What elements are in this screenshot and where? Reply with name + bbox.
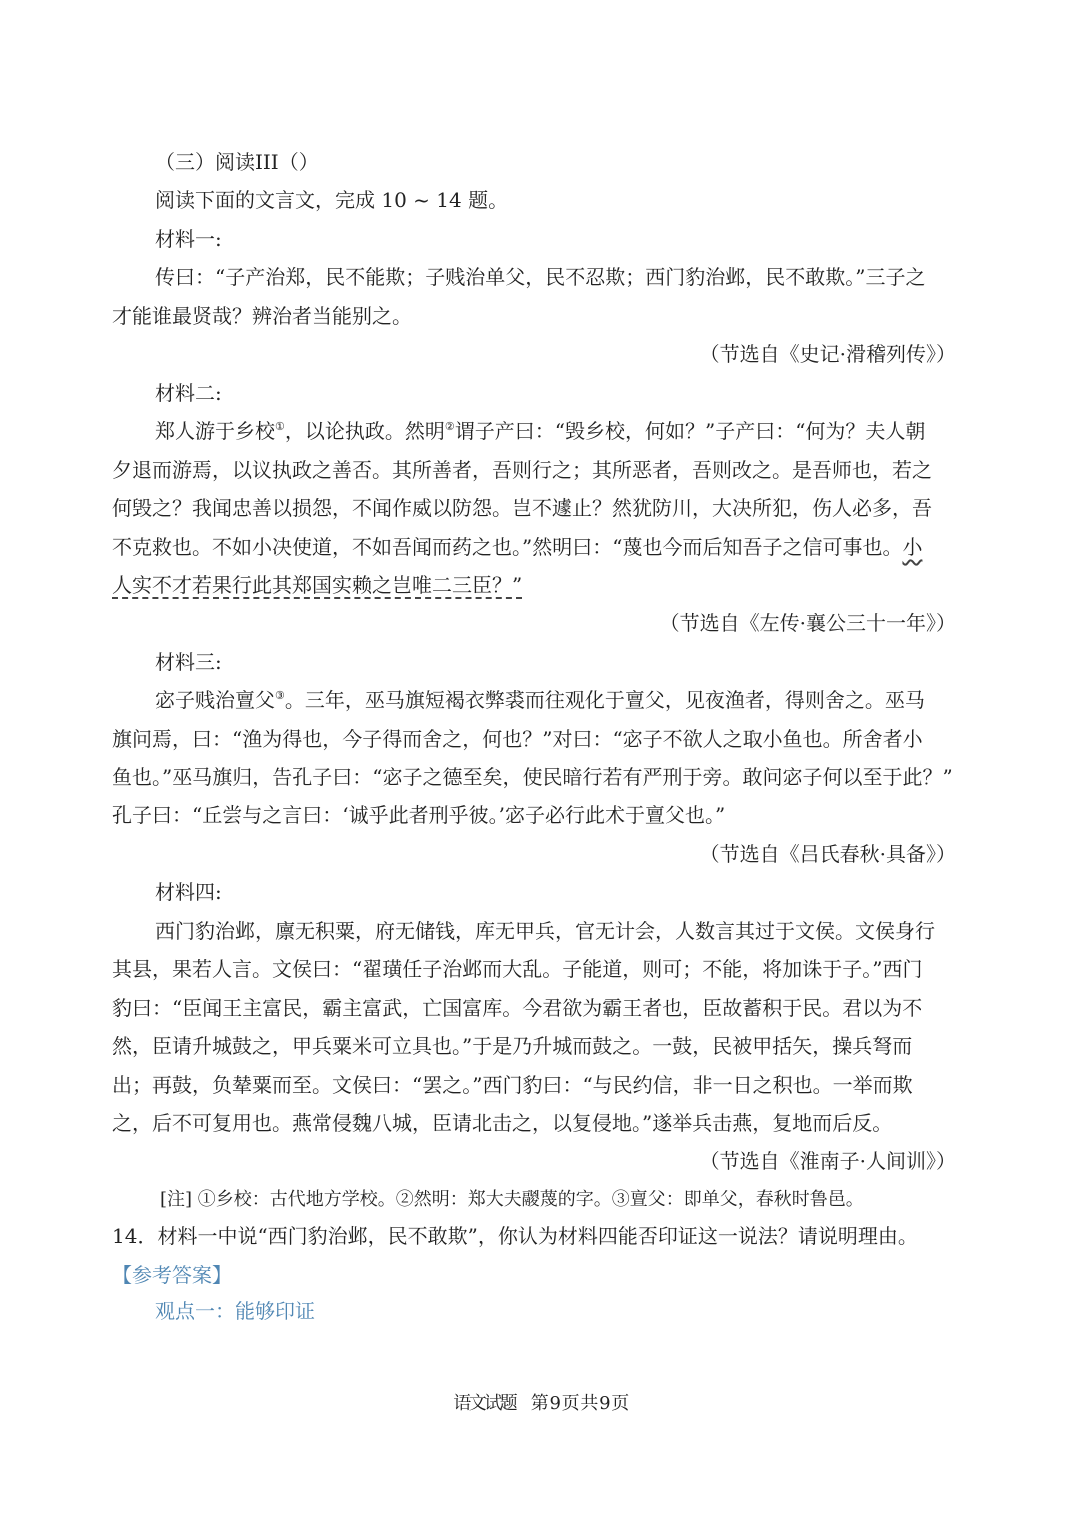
material-3-line: 孔子曰：“丘尝与之言曰：‘诚乎此者刑乎彼。’宓子必行此术于亶父也。” [112, 803, 726, 827]
material-2-line: 何毁之？我闻忠善以损怨，不闻作威以防怨。岂不遽止？然犹防川，大决所犯，伤人必多，吾 [112, 496, 932, 520]
material-3-label: 材料三: [155, 650, 222, 674]
material-3-source: （节选自《吕氏春秋·具备》） [699, 842, 956, 866]
material-2-line [112, 533, 922, 561]
material-3-line: 鱼也。”巫马旗归，告孔子曰：“宓子之德至矣，使民暗行若有严刑于旁。敢问宓子何以至于此？” [112, 765, 953, 789]
material-2-line [155, 417, 925, 445]
text-segment: 不克救也。不如小决使道，不如吾闻而药之也。”然明曰：“蔑也今而后知吾子之信可事也。 [112, 535, 903, 559]
annotation-note: [注] ①乡校：古代地方学校。②然明：郑大夫鬷蔑的字。③亶父：即单父，春秋时鲁邑。 [160, 1189, 864, 1210]
underlined-text: 小 [902, 535, 923, 559]
material-3-line [155, 686, 925, 714]
material-4-line: 西门豹治邺，廪无积粟，府无储钱，库无甲兵，官无计会，人数言其过于文侯。文侯身行 [155, 919, 935, 943]
page-footer: 语文试题 第 9 页 共 9 页 [453, 1393, 627, 1414]
material-1-source: （节选自《史记·滑稽列传》） [699, 342, 956, 366]
material-4-line: 然，臣请升城鼓之，甲兵粟米可立具也。”于是乃升城而鼓之。一鼓，民被甲括矢，操兵弩而 [112, 1034, 913, 1058]
material-4-line: 之，后不可复用也。燕常侵魏八城，臣请北击之，以复侵地。”遂举兵击燕，复地而后反。 [112, 1111, 893, 1135]
material-3-line: 旗问焉，曰：“渔为得也，今子得而舍之，何也？”对曰：“宓子不欲人之取小鱼也。所舍者小 [112, 727, 923, 751]
footnote-marker: ③ [275, 689, 285, 702]
material-2-source: （节选自《左传·襄公三十一年》） [659, 611, 956, 635]
footnote-marker: ② [444, 420, 455, 433]
material-4-label: 材料四: [155, 880, 222, 904]
answer-point: 观点一：能够印证 [155, 1299, 315, 1323]
text-segment: 谓子产曰：“毁乡校，何如？”子产曰：“何为？夫人朝 [454, 419, 926, 443]
footnote-marker: ① [275, 420, 285, 433]
material-2-line [112, 571, 522, 599]
material-1-label: 材料一: [155, 227, 222, 251]
material-2-label: 材料二: [155, 381, 222, 405]
underlined-text: 人实不才若果行此其郑国实赖之岂唯二三臣？” [112, 573, 523, 597]
answer-label: 【参考答案】 [112, 1263, 232, 1287]
text-segment: 郑人游于乡校 [155, 419, 275, 443]
material-4-line: 其县，果若人言。文侯曰：“翟璜任子治邺而大乱。子能道，则可；不能，将加诛于子。”西门 [112, 957, 923, 981]
instruction: 阅读下面的文言文，完成 10 ~ 14 题。 [155, 188, 509, 212]
text-segment: ，以论执政。然明 [284, 419, 445, 443]
text-segment: 。三年，巫马旗短褐衣弊裘而往观化于亶父，见夜渔者，得则舍之。巫马 [284, 688, 925, 712]
material-1-line: 才能谁最贤哉？辨治者当能别之。 [112, 304, 412, 328]
material-4-line: 出；再鼓，负辇粟而至。文侯曰：“罢之。”西门豹曰：“与民约信，非一日之积也。一举而欺 [112, 1073, 913, 1097]
section-heading: （三）阅读III（） [155, 150, 319, 174]
material-1-line: 传曰：“子产治郑，民不能欺；子贱治单父，民不忍欺；西门豹治邺，民不敢欺。”三子之 [155, 265, 926, 289]
material-4-line: 豹曰：“臣闻王主富民，霸主富武，亡国富库。今君欲为霸王者也，臣故蓄积于民。君以为不 [112, 996, 923, 1020]
text-segment: 宓子贱治亶父 [155, 688, 275, 712]
question-14: 14．材料一中说“西门豹治邺，民不敢欺”，你认为材料四能否印证这一说法？请说明理由。 [112, 1224, 918, 1248]
material-2-line: 夕退而游焉，以议执政之善否。其所善者，吾则行之；其所恶者，吾则改之。是吾师也，若之 [112, 458, 932, 482]
material-4-source: （节选自《淮南子·人间训》） [699, 1149, 956, 1173]
